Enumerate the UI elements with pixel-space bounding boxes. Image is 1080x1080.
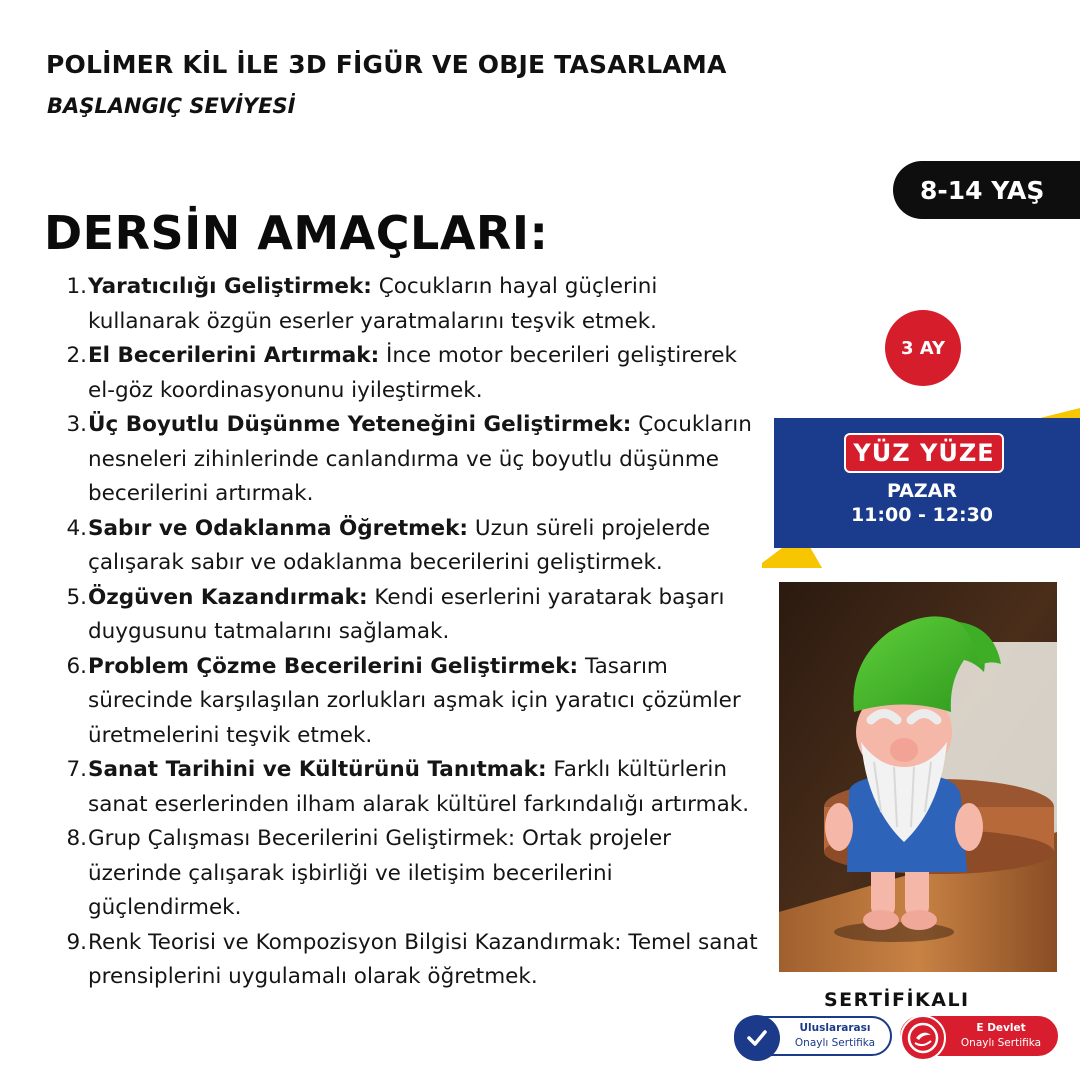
list-item bbox=[60, 512, 780, 581]
level-subtitle: BAŞLANGIÇ SEVİYESİ bbox=[47, 94, 296, 118]
goal-text bbox=[87, 512, 767, 581]
section-heading: DERSİN AMAÇLARI: bbox=[44, 206, 549, 260]
goal-title: Yaratıcılığı Geliştirmek: bbox=[88, 274, 372, 299]
goal-text bbox=[87, 408, 767, 512]
goal-description: Uzun süreli projelerde çalışarak sabır ve odaklanma becerilerini geliştirmek. bbox=[88, 515, 711, 575]
goal-number: 5. bbox=[66, 584, 87, 610]
badge-subtitle: Onaylı Sertifika bbox=[794, 1037, 876, 1049]
goal-description: Grup Çalışması Becerilerini Geliştirmek: Ortak projeler üzerinde çalışarak işbirliği ve iletişim becerilerini güçlendirmek. bbox=[88, 826, 672, 920]
goal-number: 8. bbox=[66, 826, 87, 851]
gnome-photo bbox=[779, 582, 1057, 972]
goal-number: 3. bbox=[66, 412, 87, 437]
goal-description: Renk Teorisi ve Kompozisyon Bilgisi Kazandırmak: Temel sanat prensiplerini uygulamalı olarak öğretmek. bbox=[88, 929, 758, 989]
goal-description: İnce motor becerileri geliştirerek el-göz koordinasyonunu iyileştirmek. bbox=[88, 343, 737, 403]
badge-subtitle: Onaylı Sertifika bbox=[960, 1037, 1042, 1049]
list-item bbox=[60, 408, 780, 512]
clay-gnome-figure-photo bbox=[779, 582, 1057, 972]
goal-description: Tasarım sürecinde karşılaşılan zorlukları aşmak için yaratıcı çözümler üretmelerini teşvik etmek. bbox=[88, 653, 741, 748]
list-item bbox=[60, 581, 780, 650]
duration-badge bbox=[885, 310, 961, 386]
goal-number: 1. bbox=[66, 274, 87, 299]
mode-badge bbox=[844, 433, 1004, 473]
goal-text bbox=[87, 753, 767, 822]
goal-description: Farklı kültürlerin sanat eserlerinden ilham alarak kültürel farkındalığı artırmak. bbox=[88, 757, 750, 817]
check-badge-icon bbox=[734, 1015, 780, 1061]
goal-number: 7. bbox=[66, 757, 87, 782]
age-range-text: 8-14 YAŞ bbox=[920, 175, 1045, 205]
list-item bbox=[60, 926, 780, 995]
goal-number: 2. bbox=[66, 343, 87, 368]
schedule-time: 11:00 - 12:30 bbox=[850, 504, 994, 526]
goal-description: Çocukların hayal güçlerini kullanarak özgün eserler yaratmalarını teşvik etmek. bbox=[88, 274, 658, 334]
goal-text bbox=[87, 822, 767, 926]
goal-number: 9. bbox=[66, 929, 87, 955]
goal-description: Kendi eserlerini yaratarak başarı duygusunu tatmalarını sağlamak. bbox=[88, 584, 725, 644]
goal-text bbox=[87, 650, 767, 754]
goal-text bbox=[87, 270, 767, 339]
goal-number: 6. bbox=[66, 653, 87, 679]
international-certificate-badge bbox=[734, 1016, 892, 1056]
certificate-label: SERTİFİKALI bbox=[824, 989, 970, 1011]
list-item bbox=[60, 650, 780, 754]
goal-text bbox=[87, 339, 767, 408]
goal-title: Problem Çözme Becerilerini Geliştirmek: bbox=[88, 653, 579, 679]
goal-title: Sabır ve Odaklanma Öğretmek: bbox=[88, 515, 468, 541]
goal-number: 4. bbox=[66, 515, 87, 541]
badge-title: E Devlet bbox=[976, 1022, 1026, 1034]
e-devlet-logo-icon bbox=[900, 1015, 946, 1061]
mode-text: YÜZ YÜZE bbox=[853, 439, 995, 467]
goal-text bbox=[87, 581, 767, 650]
goal-title: Sanat Tarihini ve Kültürünü Tanıtmak: bbox=[88, 757, 547, 782]
list-item bbox=[60, 270, 780, 339]
duration-text: 3 AY bbox=[900, 337, 946, 359]
badge-text bbox=[784, 1021, 886, 1051]
age-range-badge bbox=[893, 161, 1080, 219]
schedule-panel bbox=[762, 408, 1080, 568]
goal-text bbox=[87, 926, 767, 995]
badge-title: Uluslararası bbox=[799, 1022, 871, 1034]
badge-text bbox=[950, 1021, 1052, 1051]
schedule-day: PAZAR bbox=[887, 480, 957, 502]
goals-list bbox=[60, 270, 780, 995]
goal-description: Çocukların nesneleri zihinlerinde canlandırma ve üç boyutlu düşünme becerilerini artırmak. bbox=[88, 412, 752, 506]
page-title: POLİMER KİL İLE 3D FİGÜR VE OBJE TASARLAMA bbox=[46, 50, 727, 79]
list-item bbox=[60, 822, 780, 926]
list-item bbox=[60, 339, 780, 408]
goal-title: Özgüven Kazandırmak: bbox=[88, 584, 368, 610]
e-devlet-certificate-badge bbox=[900, 1016, 1058, 1056]
list-item bbox=[60, 753, 780, 822]
goal-title: El Becerilerini Artırmak: bbox=[88, 343, 380, 368]
goal-title: Üç Boyutlu Düşünme Yeteneğini Geliştirmek: bbox=[88, 412, 632, 437]
